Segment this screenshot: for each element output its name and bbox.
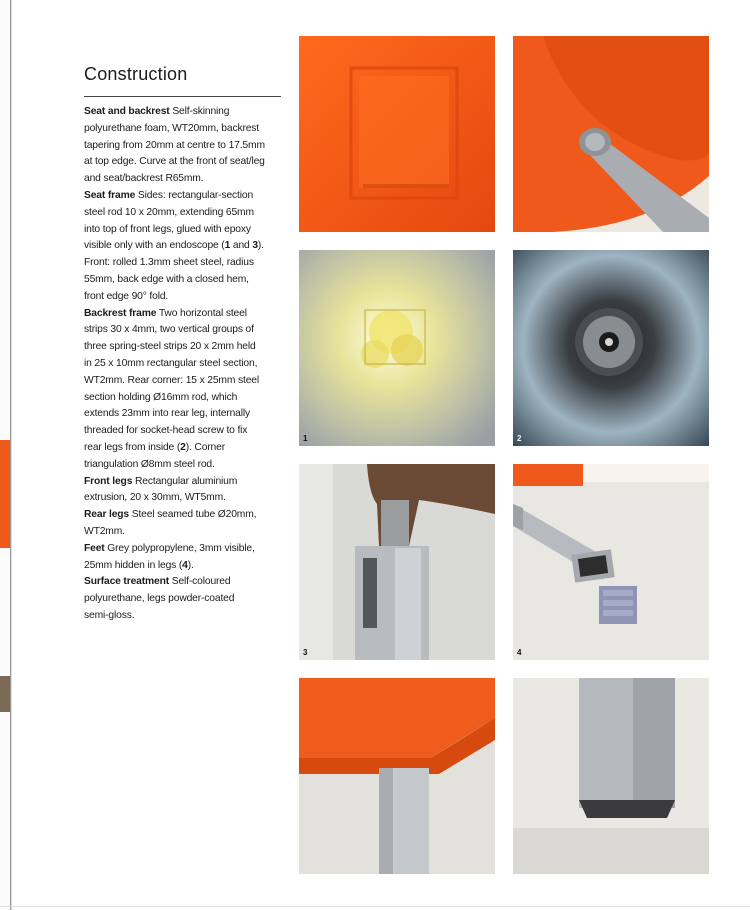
construction-section xyxy=(84,507,284,541)
section-text-line: Rectangular aluminium xyxy=(135,475,238,487)
section-label: Seat and backrest xyxy=(84,106,170,117)
section-text-line: extends 23mm into rear leg, internally xyxy=(84,408,250,420)
section-text-line: Self-skinning xyxy=(172,106,230,117)
section-label: Rear legs xyxy=(84,509,130,521)
section-label: Seat frame xyxy=(84,189,136,201)
section-text-line: steel rod 10 x 20mm, extending 65mm xyxy=(84,206,254,218)
section-text-line: section holding Ø16mm rod, which xyxy=(84,391,238,403)
section-text-line: front edge 90° fold. xyxy=(84,290,169,302)
section-text-line: Self-coloured xyxy=(171,576,231,588)
page-bottom-edge xyxy=(0,906,750,907)
photo-front-leg-joint xyxy=(299,678,495,874)
page-title: Construction xyxy=(84,64,188,84)
photo-number: 1 xyxy=(303,434,308,443)
photo-endoscope-socket-screw xyxy=(513,250,709,446)
photo-endoscope-epoxy xyxy=(299,250,495,446)
construction-section xyxy=(84,104,284,188)
section-text-line: into top of front legs, glued with epoxy xyxy=(84,223,251,235)
photo-number: 2 xyxy=(517,434,522,443)
section-text-line: and seat/backrest R65mm. xyxy=(84,173,204,185)
section-text-line: threaded for socket-head screw to fix xyxy=(84,425,248,437)
rod-in-shell-image xyxy=(513,36,709,232)
section-text-line: polyurethane foam, WT20mm, backrest xyxy=(84,122,260,134)
seat-underside-image xyxy=(299,36,495,232)
section-text-line: Steel seamed tube Ø20mm, xyxy=(131,509,257,521)
page-gutter-line xyxy=(10,0,11,910)
section-label: Backrest frame xyxy=(84,307,157,319)
photo-number: 3 xyxy=(303,648,308,657)
section-text-line: at top edge. Curve at the front of seat/leg xyxy=(84,156,265,168)
section-text-line: strips 30 x 4mm, two vertical groups of xyxy=(84,324,254,336)
photo-leg-end xyxy=(513,678,709,874)
front-leg-rod-image xyxy=(299,464,495,660)
section-text-line: polyurethane, legs powder-coated xyxy=(84,593,235,605)
leg-end-image xyxy=(513,678,709,874)
section-text-line: tapering from 20mm at centre to 17.5mm xyxy=(84,139,265,151)
construction-section xyxy=(84,574,284,624)
endoscope-epoxy-image xyxy=(299,250,495,446)
construction-section xyxy=(84,541,284,575)
construction-section xyxy=(84,188,284,306)
construction-text xyxy=(84,104,284,625)
section-text-line: extrusion, 20 x 30mm, WT5mm. xyxy=(84,492,226,504)
section-text-line: 55mm, back edge with a closed hem, xyxy=(84,273,249,285)
section-text-line: Two horizontal steel xyxy=(158,307,247,319)
section-text-line: WT2mm. xyxy=(84,525,125,537)
section-label: Front legs xyxy=(84,475,133,487)
endoscope-socket-screw-image xyxy=(513,250,709,446)
photo-seat-underside xyxy=(299,36,495,232)
leg-tube-foot-image xyxy=(513,464,709,660)
section-text-line: Grey polypropylene, 3mm visible, xyxy=(107,542,255,554)
section-text-line: 25mm hidden in legs (4). xyxy=(84,559,194,571)
section-text-line: rear legs from inside (2). Corner xyxy=(84,441,225,453)
title-rule xyxy=(84,96,281,97)
construction-section xyxy=(84,306,284,474)
photo-rod-in-shell xyxy=(513,36,709,232)
section-text-line: visible only with an endoscope (1 and 3). xyxy=(84,240,264,252)
photo-number: 4 xyxy=(517,648,522,657)
construction-section xyxy=(84,474,284,508)
section-text-line: Front: rolled 1.3mm sheet steel, radius xyxy=(84,257,254,269)
section-text-line: Sides: rectangular-section xyxy=(137,189,254,201)
front-leg-joint-image xyxy=(299,678,495,874)
section-text-line: three spring-steel strips 20 x 2mm held xyxy=(84,341,256,353)
section-text-line: in 25 x 10mm rectangular steel section, xyxy=(84,357,258,369)
section-text-line: semi-gloss. xyxy=(84,609,135,621)
section-label: Surface treatment xyxy=(84,576,170,588)
previous-page-edge xyxy=(0,0,12,910)
section-text-line: triangulation Ø8mm steel rod. xyxy=(84,458,215,470)
photo-front-leg-rod xyxy=(299,464,495,660)
section-text-line: WT2mm. Rear corner: 15 x 25mm steel xyxy=(84,374,259,386)
photo-leg-tube-foot xyxy=(513,464,709,660)
section-label: Feet xyxy=(84,542,105,554)
